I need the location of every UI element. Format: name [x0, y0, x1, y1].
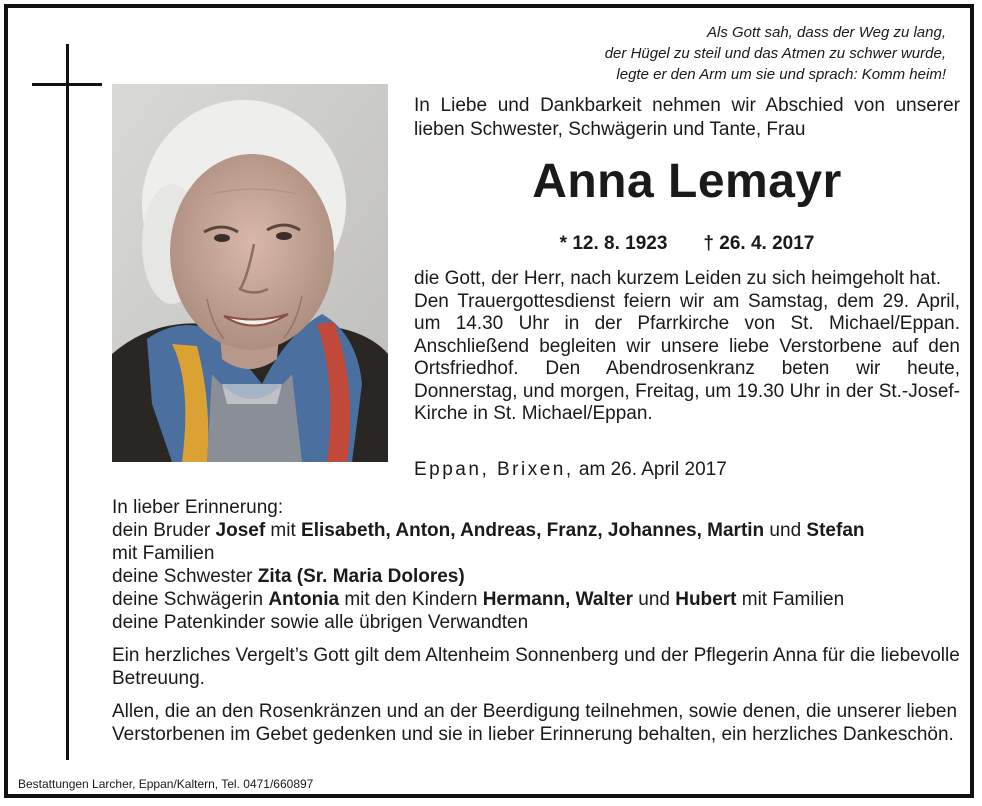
family-section: [112, 496, 962, 746]
names-bold: Hermann, Walter: [482, 589, 633, 610]
portrait-photo-illustration: [112, 84, 388, 462]
deceased-name: Anna Lemayr: [532, 155, 842, 208]
thanks-paragraph: Allen, die an den Rosenkränzen und an der Beerdigung teilnehmen, sowie denen, die unserer lieben Verstorbenen im Gebet gedenken und sie in lieber Erinnerung behalten, ein herzliches Dankeschön.: [112, 701, 958, 745]
family-line-sister-in-law: [112, 588, 962, 611]
body-paragraph: Den Trauergottesdienst feiern wir am Samstag, dem 29. April, um 14.30 Uhr in der Pfarrkirche von St. Michael/Eppan. Anschließend begleiten wir unsere liebe Verstorbene auf den Ortsfriedhof. Den Abendrosenkranz beten wir heute, Donnerstag, und morgen, Freitag, um 19.30 Uhr in der St.-Josef-Kirche in St. Michael/Eppan.: [414, 290, 960, 424]
obituary-frame: [4, 4, 974, 798]
poem: [605, 22, 946, 85]
family-line-sister: [112, 565, 962, 588]
portrait-photo: [112, 84, 388, 462]
place-date: [414, 458, 960, 482]
family-line-godchildren: deine Patenkinder sowie alle übrigen Verwandten: [112, 612, 529, 633]
name-bold: Zita (Sr. Maria Dolores): [257, 566, 465, 587]
poem-line: legte er den Arm um sie und sprach: Komm heim!: [616, 66, 946, 83]
text: und: [632, 589, 676, 610]
thanks-paragraph: Ein herzliches Vergelt’s Gott gilt dem Altenheim Sonnenberg und der Pflegerin Anna für die liebevolle Betreuung.: [112, 645, 960, 689]
text: deine Schwägerin: [112, 589, 269, 610]
intro-text: In Liebe und Dankbarkeit nehmen wir Abschied von unserer lieben Schwester, Schwägerin und Tante, Frau: [414, 95, 960, 140]
announcement-body: [414, 268, 960, 426]
birth-date: * 12. 8. 1923: [559, 233, 668, 254]
text: und: [764, 520, 807, 541]
text: mit Familien: [736, 589, 845, 610]
text: mit den Kindern: [339, 589, 483, 610]
poem-line: Als Gott sah, dass der Weg zu lang,: [706, 24, 946, 41]
name-bold: Josef: [215, 520, 266, 541]
family-line-brother: [112, 519, 962, 542]
names-bold: Elisabeth, Anton, Andreas, Franz, Johannes, Martin: [301, 520, 765, 541]
name-bold: Antonia: [268, 589, 340, 610]
place-towns: Eppan, Brixen,: [414, 459, 574, 480]
cross-icon-horizontal: [32, 83, 102, 86]
cross-icon-vertical: [66, 44, 69, 760]
text: deine Schwester: [112, 566, 258, 587]
memory-heading: In lieber Erinnerung:: [112, 497, 284, 518]
place-date-text: am 26. April 2017: [578, 459, 727, 480]
text: mit: [265, 520, 302, 541]
family-line-brother-cont: mit Familien: [112, 543, 215, 564]
text: dein Bruder: [112, 520, 216, 541]
name-bold: Stefan: [806, 520, 865, 541]
death-date: † 26. 4. 2017: [703, 233, 815, 254]
life-dates: [414, 232, 960, 256]
funeral-home-footer: Bestattungen Larcher, Eppan/Kaltern, Tel. 0471/660897: [18, 777, 314, 791]
name-bold: Hubert: [675, 589, 737, 610]
body-paragraph: die Gott, der Herr, nach kurzem Leiden zu sich heimgeholt hat.: [414, 268, 941, 289]
poem-line: der Hügel zu steil und das Atmen zu schwer wurde,: [604, 45, 946, 62]
